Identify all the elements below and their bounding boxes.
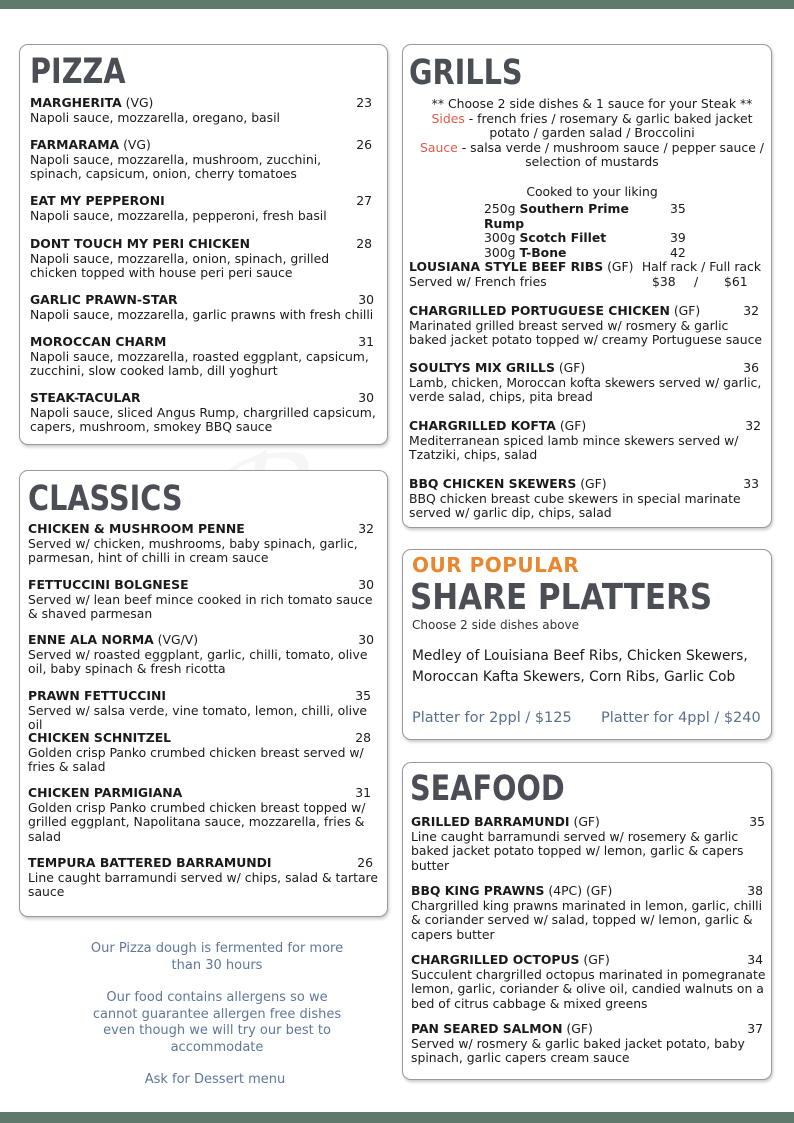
item-price: 33 <box>743 476 759 491</box>
item-name: MARGHERITA <box>30 95 122 110</box>
item-name: GRILLED BARRAMUNDI <box>411 814 570 829</box>
item-name: BBQ KING PRAWNS <box>411 883 545 898</box>
item-name: EAT MY PEPPERONI <box>30 193 165 208</box>
menu-item <box>28 522 374 566</box>
item-name: SOULTYS MIX GRILLS <box>409 360 555 375</box>
item-desc: Marinated grilled breast served w/ rosmery & garlic baked jacket potato topped w/ creamy Portuguese sauce <box>409 317 763 347</box>
item-price: 31 <box>355 785 371 800</box>
menu-item <box>411 884 769 942</box>
item-desc: Line caught barramundi served w/ chips, salad & tartare sauce <box>28 869 378 899</box>
item-price: 30 <box>358 577 374 592</box>
menu-item <box>30 293 374 322</box>
item-desc: Served w/ chicken, mushrooms, baby spinach, garlic, parmesan, hint of chilli in cream sauce <box>28 535 358 565</box>
platter-2ppl-price: Platter for 2ppl / $125 <box>412 710 572 726</box>
top-bar <box>0 0 794 9</box>
item-price: 34 <box>747 952 763 967</box>
item-desc: Napoli sauce, sliced Angus Rump, chargrilled capsicum, capers, mushroom, smokey BBQ sauce <box>30 404 376 434</box>
platters-desc: Medley of Louisiana Beef Ribs, Chicken Skewers, Moroccan Kafta Skewers, Corn Ribs, Garlic Cob <box>412 648 748 685</box>
item-desc: BBQ chicken breast cube skewers in special marinate served w/ garlic dip, chips, salad <box>409 490 741 520</box>
menu-item <box>30 237 376 281</box>
menu-item <box>30 391 376 435</box>
item-tag: (GF) <box>562 1021 593 1036</box>
item-option: Half rack / Full rack <box>641 259 761 274</box>
item-name: MOROCCAN CHARM <box>30 334 167 349</box>
item-tag: (4PC) (GF) <box>544 883 613 898</box>
item-desc: Golden crisp Panko crumbed chicken breast topped w/ grilled eggplant, Napolitana sauce, mozzarella, fries & salad <box>28 799 366 844</box>
item-desc: Succulent chargrilled octopus marinated in pomegranate lemon, garlic, coriander & olive oil, candied walnuts on a bed of citrus cabbage & mixed greens <box>411 966 766 1011</box>
item-desc: Served w/ roasted eggplant, garlic, chilli, tomato, olive oil, baby spinach & fresh ricotta <box>28 646 368 676</box>
platters-subtitle: Choose 2 side dishes above <box>412 618 580 632</box>
steak-list <box>484 202 694 260</box>
item-desc: Napoli sauce, mozzarella, mushroom, zucchini, spinach, capsicum, onion, cherry tomatoes <box>30 151 322 181</box>
item-price: 36 <box>743 360 759 375</box>
dough-note: Our Pizza dough is fermented for more than 30 hours <box>90 941 344 973</box>
item-name: FETTUCCINI BOLGNESE <box>28 577 189 592</box>
item-price: 30 <box>358 632 374 647</box>
item-price: 30 <box>358 390 374 405</box>
item-tag: (GF) <box>555 418 587 433</box>
item-name: CHARGRILLED OCTOPUS <box>411 952 580 967</box>
menu-item <box>28 786 371 844</box>
item-name: CHICKEN & MUSHROOM PENNE <box>28 521 245 536</box>
item-tag: (GF) <box>569 814 600 829</box>
grills-title: GRILLS <box>409 53 523 93</box>
item-tag: (GF) <box>669 303 701 318</box>
item-desc: Served w/ rosmery & garlic baked jacket potato, baby spinach, garlic capers cream sauce <box>411 1035 745 1065</box>
item-tag: (VG/V) <box>153 632 199 647</box>
menu-item <box>28 578 374 622</box>
item-price: 35 <box>355 688 371 703</box>
item-tag: (GF) <box>579 952 610 967</box>
cooked-note: Cooked to your liking <box>526 184 658 199</box>
item-tag: (GF) <box>603 259 634 274</box>
sauce-text: - salsa verde / mushroom sauce / pepper sauce / selection of mustards <box>457 139 764 169</box>
item-price: 30 <box>358 292 374 307</box>
item-desc: Served w/ French fries <box>409 273 547 289</box>
menu-item <box>28 633 374 677</box>
menu-item <box>409 304 767 348</box>
item-price: 23 <box>356 95 372 110</box>
item-price: 32 <box>745 418 761 433</box>
item-desc: Napoli sauce, mozzarella, pepperoni, fresh basil <box>30 207 327 223</box>
item-tag: (GF) <box>576 476 607 491</box>
item-price: 32 <box>743 303 759 318</box>
menu-item <box>30 335 374 379</box>
item-price: 38 <box>747 883 763 898</box>
item-desc: Napoli sauce, mozzarella, oregano, basil <box>30 109 280 125</box>
item-price: 35 <box>749 814 765 829</box>
item-desc: Napoli sauce, mozzarella, roasted eggplant, capsicum, zucchini, slow cooked lamb, dill yoghurt <box>30 348 369 378</box>
menu-item <box>411 1022 763 1066</box>
grills-intro-text: ** Choose 2 side dishes & 1 sauce for your Steak ** <box>431 96 753 111</box>
item-price: 28 <box>356 236 372 251</box>
item-desc: Lamb, chicken, Moroccan kofta skewers served w/ garlic, verde salad, chips, pita bread <box>409 374 762 404</box>
item-name: BBQ CHICKEN SKEWERS <box>409 476 577 491</box>
sauce-label: Sauce <box>420 139 458 155</box>
classics-title: CLASSICS <box>28 479 183 519</box>
seafood-title: SEAFOOD <box>410 769 565 809</box>
steak-row: 250g Southern Prime Rump 35 <box>484 201 686 231</box>
item-name: PAN SEARED SALMON <box>411 1021 563 1036</box>
menu-item <box>411 815 765 873</box>
item-price: 28 <box>355 730 371 745</box>
price-full: $61 <box>724 273 748 289</box>
menu-item <box>409 419 761 463</box>
price-sep: / <box>694 273 699 289</box>
menu-item <box>409 477 759 521</box>
menu-item <box>28 731 371 775</box>
dessert-note: Ask for Dessert menu <box>144 1072 286 1087</box>
item-name: LOUSIANA STYLE BEEF RIBS <box>409 259 604 274</box>
item-tag: (VG) <box>119 137 151 152</box>
item-tag: (GF) <box>554 360 586 375</box>
item-name: PRAWN FETTUCCINI <box>28 688 166 703</box>
item-name: CHARGRILLED PORTUGUESE CHICKEN <box>409 303 670 318</box>
item-name: ENNE ALA NORMA <box>28 632 154 647</box>
item-desc: Line caught barramundi served w/ rosemery & garlic baked jacket potato topped w/ lemon, garlic & capers butter <box>411 828 744 873</box>
item-name: GARLIC PRAWN-STAR <box>30 292 178 307</box>
item-price: 26 <box>356 137 372 152</box>
item-desc: Mediterranean spiced lamb mince skewers served w/ Tzatziki, chips, salad <box>409 432 739 462</box>
menu-item <box>30 194 372 223</box>
grills-intro <box>413 97 771 170</box>
item-desc: Napoli sauce, mozzarella, onion, spinach, grilled chicken topped with house peri peri sauce <box>30 250 330 280</box>
sides-label: Sides <box>431 110 465 126</box>
menu-item <box>30 138 376 182</box>
item-name: STEAK-TACULAR <box>30 390 141 405</box>
item-tag: (VG) <box>121 95 154 110</box>
menu-item <box>411 953 766 1011</box>
pizza-title: PIZZA <box>30 52 126 92</box>
steak-row: 300g T-Bone 42 <box>484 244 686 260</box>
item-price: 26 <box>357 855 373 870</box>
platters-eyebrow: OUR POPULAR <box>412 553 580 577</box>
item-desc: Served w/ lean beef mince cooked in rich tomato sauce & shaved parmesan <box>28 591 373 621</box>
item-price: 31 <box>358 334 374 349</box>
item-price: 37 <box>747 1021 763 1036</box>
bottom-bar <box>0 1112 794 1123</box>
item-price: 27 <box>356 193 372 208</box>
sides-text: - french fries / rosemary & garlic baked jacket potato / garden salad / Broccolini <box>464 110 753 140</box>
item-name: DONT TOUCH MY PERI CHICKEN <box>30 236 251 251</box>
menu-item <box>409 361 770 405</box>
item-name: CHICKEN PARMIGIANA <box>28 785 183 800</box>
allergen-note: Our food contains allergens so we cannot guarantee allergen free dishes even though we will try our best to accommodate <box>92 990 342 1055</box>
item-name: CHICKEN SCHNITZEL <box>28 730 172 745</box>
platter-4ppl-price: Platter for 4ppl / $240 <box>601 710 761 726</box>
item-name: TEMPURA BATTERED BARRAMUNDI <box>28 855 272 870</box>
price-half: $38 <box>652 273 676 289</box>
item-desc: Napoli sauce, mozzarella, garlic prawns with fresh chilli <box>30 306 374 322</box>
item-price: 32 <box>358 521 374 536</box>
platters-title: SHARE PLATTERS <box>410 577 713 618</box>
item-desc: Chargrilled king prawns marinated in lemon, garlic, chilli & coriander served w/ salad, topped w/ lemon, garlic & capers butter <box>411 897 763 942</box>
menu-item-ribs <box>409 260 761 289</box>
item-name: FARMARAMA <box>30 137 120 152</box>
item-desc: Served w/ salsa verde, vine tomato, lemon, chilli, olive oil <box>28 702 368 732</box>
menu-item <box>28 856 380 900</box>
menu-item <box>28 689 381 733</box>
menu-item <box>30 96 372 125</box>
item-desc: Golden crisp Panko crumbed chicken breast served w/ fries & salad <box>28 744 364 774</box>
steak-row: 300g Scotch Fillet 39 <box>484 230 686 245</box>
item-name: CHARGRILLED KOFTA <box>409 418 556 433</box>
